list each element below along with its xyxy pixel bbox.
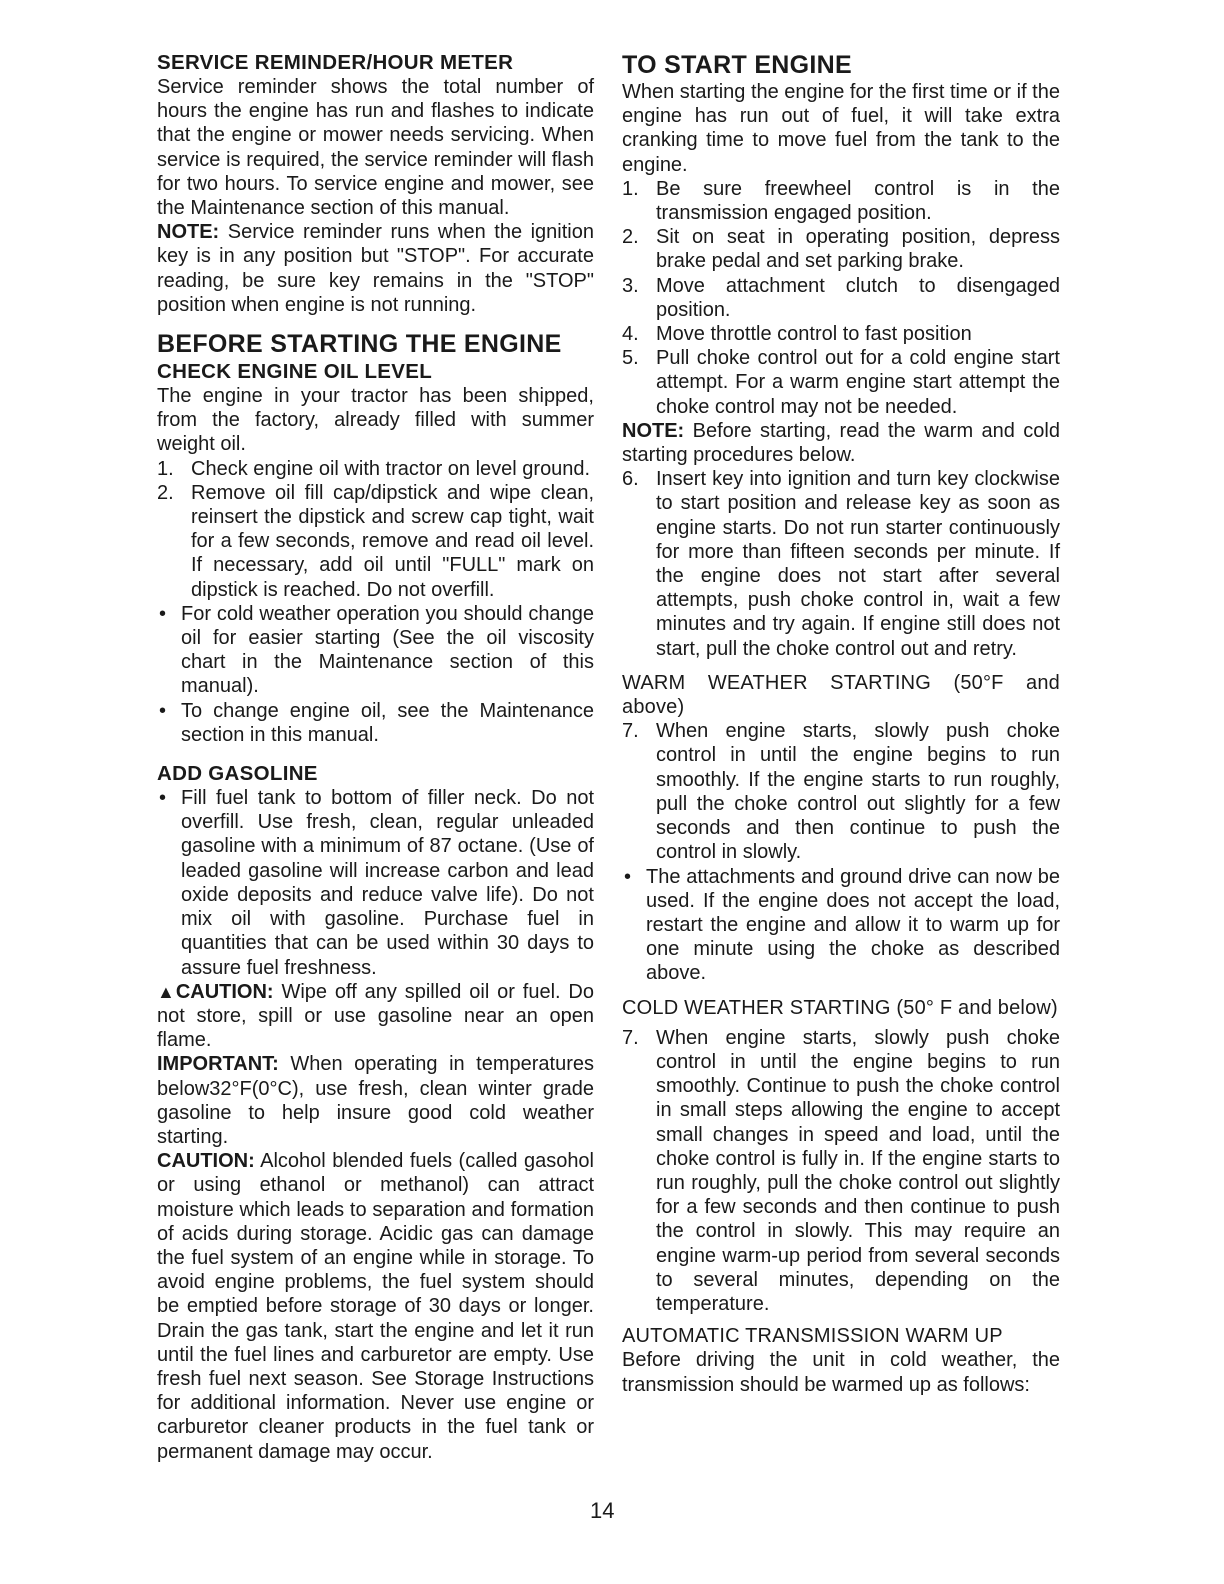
bullet-icon: • <box>159 602 167 625</box>
list-item: 4. Move throttle control to fast position <box>622 323 972 346</box>
bullet-icon: • <box>159 699 167 722</box>
list-item: 2. Remove oil fill cap/dipstick and wipe clean, reinsert the dipstick and screw cap tight, wait for a few seconds, remove and read oil level. If necessary, add oil until "FULL" mark on dipstick is reached. Do not overfill. <box>157 481 594 601</box>
oil-intro: The engine in your tractor has been shipped, from the factory, already filled with summer weight oil. <box>157 385 594 456</box>
bullet-item: • Fill fuel tank to bottom of filler neck. Do not overfill. Use fresh, clean, regular unleaded gasoline with a minimum of 87 octane. (Use of leaded gasoline will increase carbon and lead oxide deposits and reduce valve life). Do not mix oil with gasoline. Purchase fuel in quantities that can be used within 30 days to assure fuel freshness. <box>159 787 594 979</box>
page-number: 14 <box>590 1498 615 1523</box>
note-text: Service reminder runs when the ignition key is in any position but "STOP". For accurate reading, be sure key remains in the "STOP" position when engine is not running. <box>157 221 594 316</box>
oil-steps-list <box>157 457 594 602</box>
before-starting-heading: BEFORE STARTING THE ENGINE <box>157 330 562 359</box>
list-item: 7. When engine starts, slowly push choke control in until the engine begins to run smoothly. Continue to push the choke control in small steps allowing the engine to accept small changes in speed and load, until the choke control is fully in. If the engine starts to run roughly, pull the choke control out slightly for a few seconds and then continue to push the control in slowly. This may require an engine warm-up period from several seconds to several minutes, depending on the temperature. <box>622 1026 1060 1315</box>
service-reminder-heading: SERVICE REMINDER/HOUR METER <box>157 51 514 74</box>
right-column <box>622 50 1060 1397</box>
list-item: 6. Insert key into ignition and turn key clockwise to start position and release key as soon as engine starts. Do not run starter continuously for more than fifteen seconds per minute. If the engine does not start after several attempts, push choke control in, wait a few minutes and try again. If engine still does not start, pull the choke control out and retry. <box>622 468 1060 660</box>
bullet-icon: • <box>159 787 167 810</box>
auto-transmission-heading: AUTOMATIC TRANSMISSION WARM UP <box>622 1325 1003 1348</box>
list-item: 1. Check engine oil with tractor on level ground. <box>157 457 591 480</box>
add-gasoline-heading: ADD GASOLINE <box>157 762 318 786</box>
start-steps-list <box>622 177 1060 419</box>
list-item: 3. Move attachment clutch to disengaged position. <box>622 274 1060 321</box>
left-column <box>157 50 594 1464</box>
warning-triangle-icon: ▲ <box>157 981 175 1002</box>
list-item: 5. Pull choke control out for a cold engine start attempt. For a warm engine start attempt the choke control may not be needed. <box>622 347 1060 418</box>
caution-fuel: ▲CAUTION: Wipe off any spilled oil or fuel. Do not store, spill or use gasoline near an open flame. <box>157 980 594 1052</box>
to-start-engine-heading: TO START ENGINE <box>622 51 852 79</box>
list-item: 1. Be sure freewheel control is in the transmission engaged position. <box>622 177 1060 225</box>
bullet-item: • The attachments and ground drive can now be used. If the engine does not accept the load, restart the engine and allow it to warm up for one minute using the choke as described above. <box>624 865 1060 985</box>
auto-transmission-text: Before driving the unit in cold weather, the transmission should be warmed up as follows: <box>622 1349 1060 1396</box>
cold-weather-heading: COLD WEATHER STARTING (50° F and below) <box>622 996 1058 1019</box>
caution-alcohol: CAUTION: Alcohol blended fuels (called gasohol or using ethanol or methanol) can attract moisture which leads to separation and formation of acids during storage. Acidic gas can damage the fuel system of an engine while in storage. To avoid engine problems, the fuel system should be emptied before storage of 30 days or longer. Drain the gas tank, start the engine and let it run until the fuel lines and carburetor are empty. Use fresh fuel next season. See Storage Instructions for additional information. Never use engine or carburetor cleaner products in the fuel tank or permanent damage may occur. <box>157 1150 595 1463</box>
bullet-icon: • <box>624 865 632 888</box>
check-oil-heading: CHECK ENGINE OIL LEVEL <box>157 360 433 384</box>
start-note: NOTE: Before starting, read the warm and cold starting procedures below. <box>622 419 1060 467</box>
list-item: 7. When engine starts, slowly push choke control in until the engine begins to run smoothly. If the engine starts to run roughly, pull the choke control out slightly for a few seconds and then continue to push the control in slowly. <box>622 720 1060 864</box>
start-intro: When starting the engine for the first time or if the engine has run out of fuel, it will take extra cranking time to move fuel from the tank to the engine. <box>622 81 1060 176</box>
list-item: 2. Sit on seat in operating position, depress brake pedal and set parking brake. <box>622 226 1060 273</box>
warm-weather-heading: WARM WEATHER STARTING (50°F and above) <box>622 671 1060 719</box>
important-note: IMPORTANT: When operating in temperatures below32°F(0°C), use fresh, clean winter grade gasoline to help insure good cold weather starting. <box>157 1053 594 1148</box>
service-note <box>157 220 594 317</box>
bullet-item: • To change engine oil, see the Maintenance section in this manual. <box>159 699 594 746</box>
service-reminder-text: Service reminder shows the total number of hours the engine has run and flashes to indicate that the engine or mower needs servicing. When service is required, the service reminder will flash for two hours. To service engine and mower, see the Maintenance section of this manual. <box>157 76 594 220</box>
note-label: NOTE: <box>157 221 220 244</box>
bullet-item: • For cold weather operation you should change oil for easier starting (See the oil viscosity chart in the Maintenance section of this manual). <box>159 602 594 698</box>
